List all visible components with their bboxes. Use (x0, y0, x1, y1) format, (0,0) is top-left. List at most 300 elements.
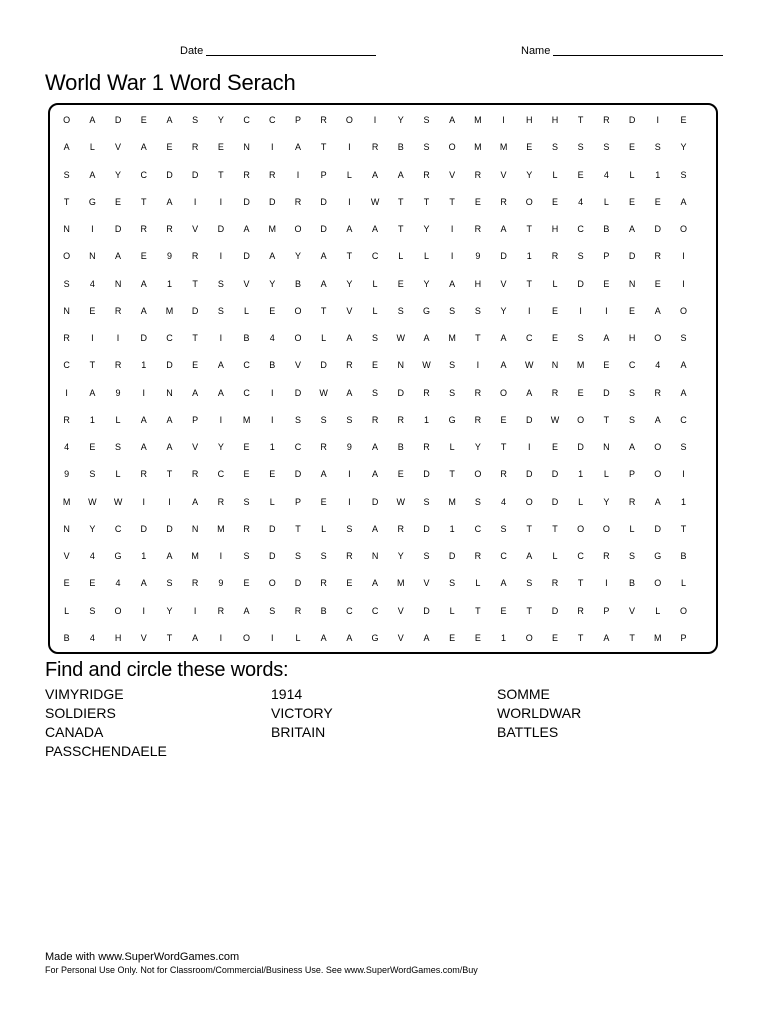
grid-letter[interactable]: O (268, 578, 276, 589)
grid-letter[interactable]: D (423, 523, 430, 534)
grid-letter[interactable]: T (526, 523, 533, 534)
grid-letter[interactable]: Y (294, 251, 301, 262)
grid-letter[interactable]: R (423, 169, 430, 180)
grid-letter[interactable]: S (474, 496, 481, 507)
grid-letter[interactable]: R (294, 605, 302, 616)
grid-letter[interactable]: V (449, 169, 456, 180)
grid-letter[interactable]: D (166, 360, 173, 371)
grid-letter[interactable]: P (294, 115, 301, 125)
grid-letter[interactable]: E (500, 605, 507, 616)
grid-letter[interactable]: A (192, 496, 199, 507)
grid-letter[interactable]: D (269, 551, 276, 561)
grid-letter[interactable]: A (140, 305, 147, 316)
grid-letter[interactable]: O (577, 523, 585, 534)
grid-letter[interactable]: C (371, 251, 379, 262)
grid-letter[interactable]: V (63, 551, 70, 561)
grid-letter[interactable]: E (654, 278, 661, 289)
grid-letter[interactable]: D (294, 387, 302, 398)
grid-letter[interactable]: O (345, 115, 353, 125)
grid-letter[interactable]: D (294, 469, 302, 480)
grid-letter[interactable]: S (629, 414, 636, 425)
grid-letter[interactable]: L (680, 578, 686, 589)
grid-letter[interactable]: S (680, 169, 687, 180)
grid-letter[interactable]: T (320, 305, 327, 316)
grid-letter[interactable]: A (449, 278, 456, 289)
grid-letter[interactable]: R (474, 551, 482, 561)
grid-letter[interactable]: R (474, 387, 482, 398)
grid-letter[interactable]: R (320, 115, 327, 125)
grid-letter[interactable]: L (655, 605, 661, 616)
grid-letter[interactable]: W (370, 196, 380, 207)
grid-letter[interactable]: I (219, 333, 223, 343)
grid-letter[interactable]: R (140, 224, 148, 234)
grid-letter[interactable]: A (166, 442, 173, 452)
grid-letter[interactable]: O (679, 224, 687, 234)
grid-letter[interactable]: 1 (501, 632, 507, 643)
grid-letter[interactable]: D (320, 196, 327, 207)
grid-letter[interactable]: 4 (655, 360, 661, 371)
grid-letter[interactable]: A (320, 251, 327, 262)
grid-letter[interactable]: I (348, 196, 351, 207)
grid-letter[interactable]: C (269, 115, 276, 125)
grid-letter[interactable]: E (63, 578, 70, 589)
grid-letter[interactable]: L (629, 523, 635, 534)
grid-letter[interactable]: N (63, 224, 70, 234)
grid-letter[interactable]: D (551, 496, 559, 507)
grid-letter[interactable]: D (526, 469, 533, 480)
grid-letter[interactable]: S (89, 605, 96, 616)
grid-letter[interactable]: C (294, 442, 302, 452)
grid-letter[interactable]: M (217, 523, 225, 534)
grid-letter[interactable]: T (526, 605, 533, 616)
grid-letter[interactable]: I (656, 115, 660, 125)
grid-letter[interactable]: B (294, 278, 301, 289)
grid-letter[interactable]: T (166, 469, 173, 480)
grid-letter[interactable]: C (526, 333, 533, 343)
grid-letter[interactable]: C (114, 523, 122, 534)
grid-letter[interactable]: L (449, 605, 455, 616)
grid-letter[interactable]: I (219, 551, 223, 561)
grid-letter[interactable]: A (372, 578, 379, 589)
grid-letter[interactable]: R (217, 605, 225, 616)
grid-letter[interactable]: S (372, 387, 379, 398)
grid-letter[interactable]: T (500, 442, 507, 452)
grid-letter[interactable]: M (242, 414, 251, 425)
grid-letter[interactable]: R (191, 142, 199, 153)
grid-letter[interactable]: E (680, 115, 687, 125)
grid-letter[interactable]: S (372, 333, 379, 343)
grid-letter[interactable]: P (294, 496, 301, 507)
grid-letter[interactable]: I (193, 605, 197, 616)
grid-letter[interactable]: 9 (115, 387, 121, 398)
grid-letter[interactable]: S (269, 605, 276, 616)
grid-letter[interactable]: L (372, 305, 378, 316)
grid-letter[interactable]: O (63, 115, 71, 125)
grid-letter[interactable]: G (654, 551, 662, 561)
grid-letter[interactable]: R (397, 414, 405, 425)
grid-letter[interactable]: 4 (115, 578, 121, 589)
grid-letter[interactable]: O (294, 305, 302, 316)
grid-letter[interactable]: E (526, 142, 533, 153)
grid-letter[interactable]: A (89, 115, 96, 125)
grid-letter[interactable]: O (654, 578, 662, 589)
grid-letter[interactable]: R (320, 578, 327, 589)
grid-letter[interactable]: T (449, 469, 455, 480)
grid-letter[interactable]: E (397, 278, 404, 289)
grid-letter[interactable]: M (576, 360, 585, 371)
grid-letter[interactable]: I (579, 305, 582, 316)
grid-letter[interactable]: E (449, 632, 456, 643)
grid-letter[interactable]: L (423, 251, 429, 262)
grid-letter[interactable]: T (89, 360, 96, 371)
grid-letter[interactable]: T (475, 333, 481, 343)
grid-letter[interactable]: N (371, 551, 379, 561)
grid-letter[interactable]: A (192, 387, 199, 398)
grid-letter[interactable]: A (500, 578, 507, 589)
grid-letter[interactable]: E (115, 196, 122, 207)
grid-letter[interactable]: Y (603, 496, 610, 507)
grid-letter[interactable]: L (578, 496, 584, 507)
grid-letter[interactable]: L (603, 469, 609, 480)
grid-letter[interactable]: T (141, 196, 147, 207)
grid-letter[interactable]: I (450, 224, 454, 234)
grid-letter[interactable]: 1 (166, 278, 172, 289)
grid-letter[interactable]: S (217, 305, 224, 316)
grid-letter[interactable]: E (551, 442, 558, 452)
grid-letter[interactable]: A (629, 224, 636, 234)
grid-letter[interactable]: E (603, 360, 610, 371)
grid-letter[interactable]: O (63, 251, 71, 262)
grid-letter[interactable]: D (500, 251, 507, 262)
grid-letter[interactable]: S (346, 414, 353, 425)
grid-letter[interactable]: B (269, 360, 276, 371)
grid-letter[interactable]: R (474, 169, 482, 180)
grid-letter[interactable]: Y (397, 551, 404, 561)
grid-letter[interactable]: I (271, 414, 274, 425)
grid-letter[interactable]: C (500, 551, 507, 561)
grid-letter[interactable]: B (397, 142, 404, 153)
grid-letter[interactable]: Y (269, 278, 276, 289)
grid-letter[interactable]: L (552, 169, 558, 180)
grid-letter[interactable]: R (500, 469, 507, 480)
grid-letter[interactable]: I (219, 196, 223, 207)
grid-letter[interactable]: N (603, 442, 610, 452)
grid-letter[interactable]: A (346, 387, 353, 398)
grid-letter[interactable]: 1 (89, 414, 95, 425)
grid-letter[interactable]: D (551, 469, 559, 480)
grid-letter[interactable]: A (372, 442, 379, 452)
grid-letter[interactable]: A (603, 632, 610, 643)
grid-letter[interactable]: P (320, 169, 327, 180)
grid-letter[interactable]: P (680, 632, 687, 643)
grid-letter[interactable]: V (243, 278, 250, 289)
grid-letter[interactable]: N (166, 387, 173, 398)
grid-letter[interactable]: S (63, 169, 70, 180)
grid-letter[interactable]: R (114, 305, 122, 316)
grid-letter[interactable]: 9 (64, 469, 70, 480)
grid-letter[interactable]: B (63, 632, 70, 643)
grid-letter[interactable]: W (319, 387, 328, 398)
grid-letter[interactable]: C (628, 360, 636, 371)
grid-letter[interactable]: R (243, 169, 250, 180)
grid-letter[interactable]: T (398, 196, 404, 207)
grid-letter[interactable]: L (552, 278, 558, 289)
grid-letter[interactable]: S (577, 333, 584, 343)
grid-letter[interactable]: B (603, 224, 610, 234)
grid-letter[interactable]: A (500, 360, 507, 371)
grid-letter[interactable]: A (346, 224, 353, 234)
grid-letter[interactable]: 1 (141, 551, 147, 561)
grid-letter[interactable]: I (116, 333, 120, 343)
grid-letter[interactable]: S (474, 305, 481, 316)
grid-letter[interactable]: O (679, 305, 687, 316)
grid-letter[interactable]: E (551, 333, 558, 343)
grid-letter[interactable]: S (294, 414, 301, 425)
grid-letter[interactable]: A (346, 333, 353, 343)
grid-letter[interactable]: H (551, 115, 559, 125)
grid-letter[interactable]: E (372, 360, 379, 371)
grid-letter[interactable]: R (423, 442, 430, 452)
grid-letter[interactable]: L (64, 605, 70, 616)
grid-letter[interactable]: O (243, 632, 251, 643)
grid-letter[interactable]: R (603, 551, 610, 561)
grid-letter[interactable]: N (628, 278, 636, 289)
grid-letter[interactable]: I (219, 251, 223, 262)
grid-letter[interactable]: 4 (501, 496, 507, 507)
grid-letter[interactable]: G (371, 632, 379, 643)
grid-letter[interactable]: I (168, 496, 171, 507)
grid-letter[interactable]: A (372, 469, 379, 480)
grid-letter[interactable]: R (166, 224, 173, 234)
grid-letter[interactable]: I (450, 251, 454, 262)
grid-letter[interactable]: Y (346, 278, 353, 289)
grid-letter[interactable]: C (577, 224, 584, 234)
grid-letter[interactable]: I (682, 251, 685, 262)
grid-letter[interactable]: E (629, 142, 636, 153)
grid-letter[interactable]: B (320, 605, 327, 616)
grid-letter[interactable]: W (113, 496, 123, 507)
grid-letter[interactable]: D (371, 496, 379, 507)
grid-letter[interactable]: E (89, 305, 96, 316)
grid-letter[interactable]: N (191, 523, 199, 534)
grid-letter[interactable]: O (294, 224, 302, 234)
grid-letter[interactable]: G (422, 305, 430, 316)
grid-letter[interactable]: R (269, 169, 276, 180)
grid-letter[interactable]: A (140, 578, 147, 589)
grid-letter[interactable]: Y (500, 305, 507, 316)
grid-letter[interactable]: B (397, 442, 404, 452)
grid-letter[interactable]: S (294, 551, 301, 561)
grid-letter[interactable]: E (192, 360, 199, 371)
grid-letter[interactable]: R (346, 551, 353, 561)
grid-letter[interactable]: L (449, 442, 455, 452)
grid-letter[interactable]: S (217, 278, 224, 289)
grid-letter[interactable]: 9 (475, 251, 481, 262)
grid-letter[interactable]: E (140, 251, 147, 262)
grid-letter[interactable]: Y (423, 278, 430, 289)
grid-letter[interactable]: C (63, 360, 70, 371)
grid-letter[interactable]: I (271, 632, 274, 643)
grid-letter[interactable]: D (628, 115, 636, 125)
grid-letter[interactable]: Y (89, 523, 96, 534)
grid-letter[interactable]: T (552, 523, 558, 534)
grid-letter[interactable]: M (499, 142, 508, 153)
grid-letter[interactable]: O (525, 632, 533, 643)
grid-letter[interactable]: O (294, 333, 302, 343)
grid-letter[interactable]: A (140, 278, 147, 289)
grid-letter[interactable]: C (243, 115, 250, 125)
grid-letter[interactable]: A (243, 605, 250, 616)
grid-letter[interactable]: E (269, 305, 276, 316)
grid-letter[interactable]: O (654, 333, 662, 343)
grid-letter[interactable]: D (269, 196, 276, 207)
grid-letter[interactable]: S (320, 551, 327, 561)
grid-letter[interactable]: A (629, 442, 636, 452)
grid-letter[interactable]: I (91, 224, 94, 234)
grid-letter[interactable]: E (577, 169, 584, 180)
grid-letter[interactable]: D (423, 605, 430, 616)
grid-letter[interactable]: I (271, 142, 274, 153)
grid-letter[interactable]: 9 (166, 251, 172, 262)
grid-letter[interactable]: D (603, 387, 610, 398)
grid-letter[interactable]: I (528, 442, 531, 452)
grid-letter[interactable]: R (294, 196, 302, 207)
grid-letter[interactable]: Y (166, 605, 173, 616)
grid-letter[interactable]: C (243, 360, 250, 371)
grid-letter[interactable]: D (423, 469, 430, 480)
grid-letter[interactable]: E (397, 469, 404, 480)
grid-letter[interactable]: A (115, 251, 122, 262)
grid-letter[interactable]: E (140, 115, 147, 125)
grid-letter[interactable]: E (474, 632, 481, 643)
grid-letter[interactable]: T (603, 414, 610, 425)
grid-letter[interactable]: E (577, 387, 584, 398)
grid-letter[interactable]: A (166, 196, 173, 207)
grid-letter[interactable]: D (526, 414, 533, 425)
grid-letter[interactable]: A (500, 224, 507, 234)
grid-letter[interactable]: V (397, 632, 404, 643)
grid-letter[interactable]: 4 (578, 196, 584, 207)
grid-letter[interactable]: C (217, 469, 225, 480)
grid-letter[interactable]: 4 (89, 278, 95, 289)
grid-letter[interactable]: T (423, 196, 430, 207)
grid-letter[interactable]: A (217, 387, 224, 398)
grid-letter[interactable]: B (680, 551, 687, 561)
grid-letter[interactable]: Y (474, 442, 481, 452)
grid-letter[interactable]: T (398, 224, 404, 234)
grid-letter[interactable]: S (500, 523, 507, 534)
grid-letter[interactable]: S (654, 142, 661, 153)
grid-letter[interactable]: I (373, 115, 377, 125)
grid-letter[interactable]: D (217, 224, 225, 234)
grid-letter[interactable]: E (551, 632, 558, 643)
grid-letter[interactable]: S (423, 142, 430, 153)
grid-letter[interactable]: N (243, 142, 250, 153)
grid-letter[interactable]: D (320, 360, 327, 371)
grid-letter[interactable]: S (423, 496, 430, 507)
grid-letter[interactable]: V (500, 278, 507, 289)
grid-letter[interactable]: I (528, 305, 531, 316)
grid-letter[interactable]: T (577, 115, 584, 125)
grid-letter[interactable]: E (654, 196, 661, 207)
grid-letter[interactable]: D (654, 224, 662, 234)
grid-letter[interactable]: T (577, 578, 584, 589)
grid-letter[interactable]: T (526, 224, 533, 234)
grid-letter[interactable]: A (654, 305, 661, 316)
grid-letter[interactable]: O (602, 523, 610, 534)
grid-letter[interactable]: L (372, 278, 378, 289)
grid-letter[interactable]: S (551, 142, 558, 153)
grid-letter[interactable]: E (89, 578, 96, 589)
grid-letter[interactable]: 4 (89, 551, 95, 561)
grid-letter[interactable]: A (346, 632, 353, 643)
grid-letter[interactable]: 4 (269, 333, 275, 343)
grid-letter[interactable]: E (243, 578, 250, 589)
grid-letter[interactable]: A (372, 224, 379, 234)
grid-letter[interactable]: A (140, 142, 147, 153)
grid-letter[interactable]: E (474, 196, 481, 207)
grid-letter[interactable]: S (192, 115, 199, 125)
grid-letter[interactable]: M (474, 142, 482, 153)
grid-letter[interactable]: V (192, 442, 199, 452)
grid-letter[interactable]: I (348, 469, 351, 480)
grid-letter[interactable]: D (628, 251, 636, 262)
grid-letter[interactable]: Y (526, 169, 533, 180)
grid-letter[interactable]: D (191, 305, 199, 316)
grid-letter[interactable]: D (114, 115, 122, 125)
grid-letter[interactable]: E (629, 305, 636, 316)
grid-letter[interactable]: L (295, 632, 301, 643)
grid-letter[interactable]: A (654, 414, 661, 425)
grid-letter[interactable]: R (140, 469, 148, 480)
grid-letter[interactable]: R (243, 523, 250, 534)
grid-letter[interactable]: A (680, 196, 687, 207)
grid-letter[interactable]: V (294, 360, 301, 371)
grid-letter[interactable]: S (577, 142, 584, 153)
grid-letter[interactable]: S (680, 333, 687, 343)
grid-letter[interactable]: L (115, 414, 121, 425)
grid-letter[interactable]: A (372, 523, 379, 534)
grid-letter[interactable]: D (551, 605, 559, 616)
grid-letter[interactable]: Y (115, 169, 122, 180)
grid-letter[interactable]: 1 (578, 469, 584, 480)
grid-letter[interactable]: M (165, 305, 174, 316)
grid-letter[interactable]: A (320, 278, 327, 289)
grid-letter[interactable]: E (629, 196, 636, 207)
grid-letter[interactable]: L (398, 251, 404, 262)
grid-letter[interactable]: A (166, 551, 173, 561)
grid-letter[interactable]: O (525, 196, 533, 207)
grid-letter[interactable]: S (629, 551, 636, 561)
grid-letter[interactable]: 1 (449, 523, 455, 534)
grid-letter[interactable]: S (526, 578, 533, 589)
grid-letter[interactable]: P (192, 414, 199, 425)
grid-letter[interactable]: I (605, 578, 608, 589)
grid-letter[interactable]: T (192, 278, 198, 289)
grid-letter[interactable]: D (397, 387, 405, 398)
grid-letter[interactable]: O (448, 142, 456, 153)
grid-letter[interactable]: D (320, 224, 327, 234)
grid-letter[interactable]: O (679, 605, 687, 616)
grid-letter[interactable]: L (269, 496, 275, 507)
grid-letter[interactable]: T (449, 196, 455, 207)
grid-letter[interactable]: P (629, 469, 636, 480)
grid-letter[interactable]: S (166, 578, 173, 589)
grid-letter[interactable]: O (114, 605, 122, 616)
grid-letter[interactable]: Y (217, 115, 224, 125)
grid-letter[interactable]: M (397, 578, 405, 589)
grid-letter[interactable]: 1 (141, 360, 147, 371)
